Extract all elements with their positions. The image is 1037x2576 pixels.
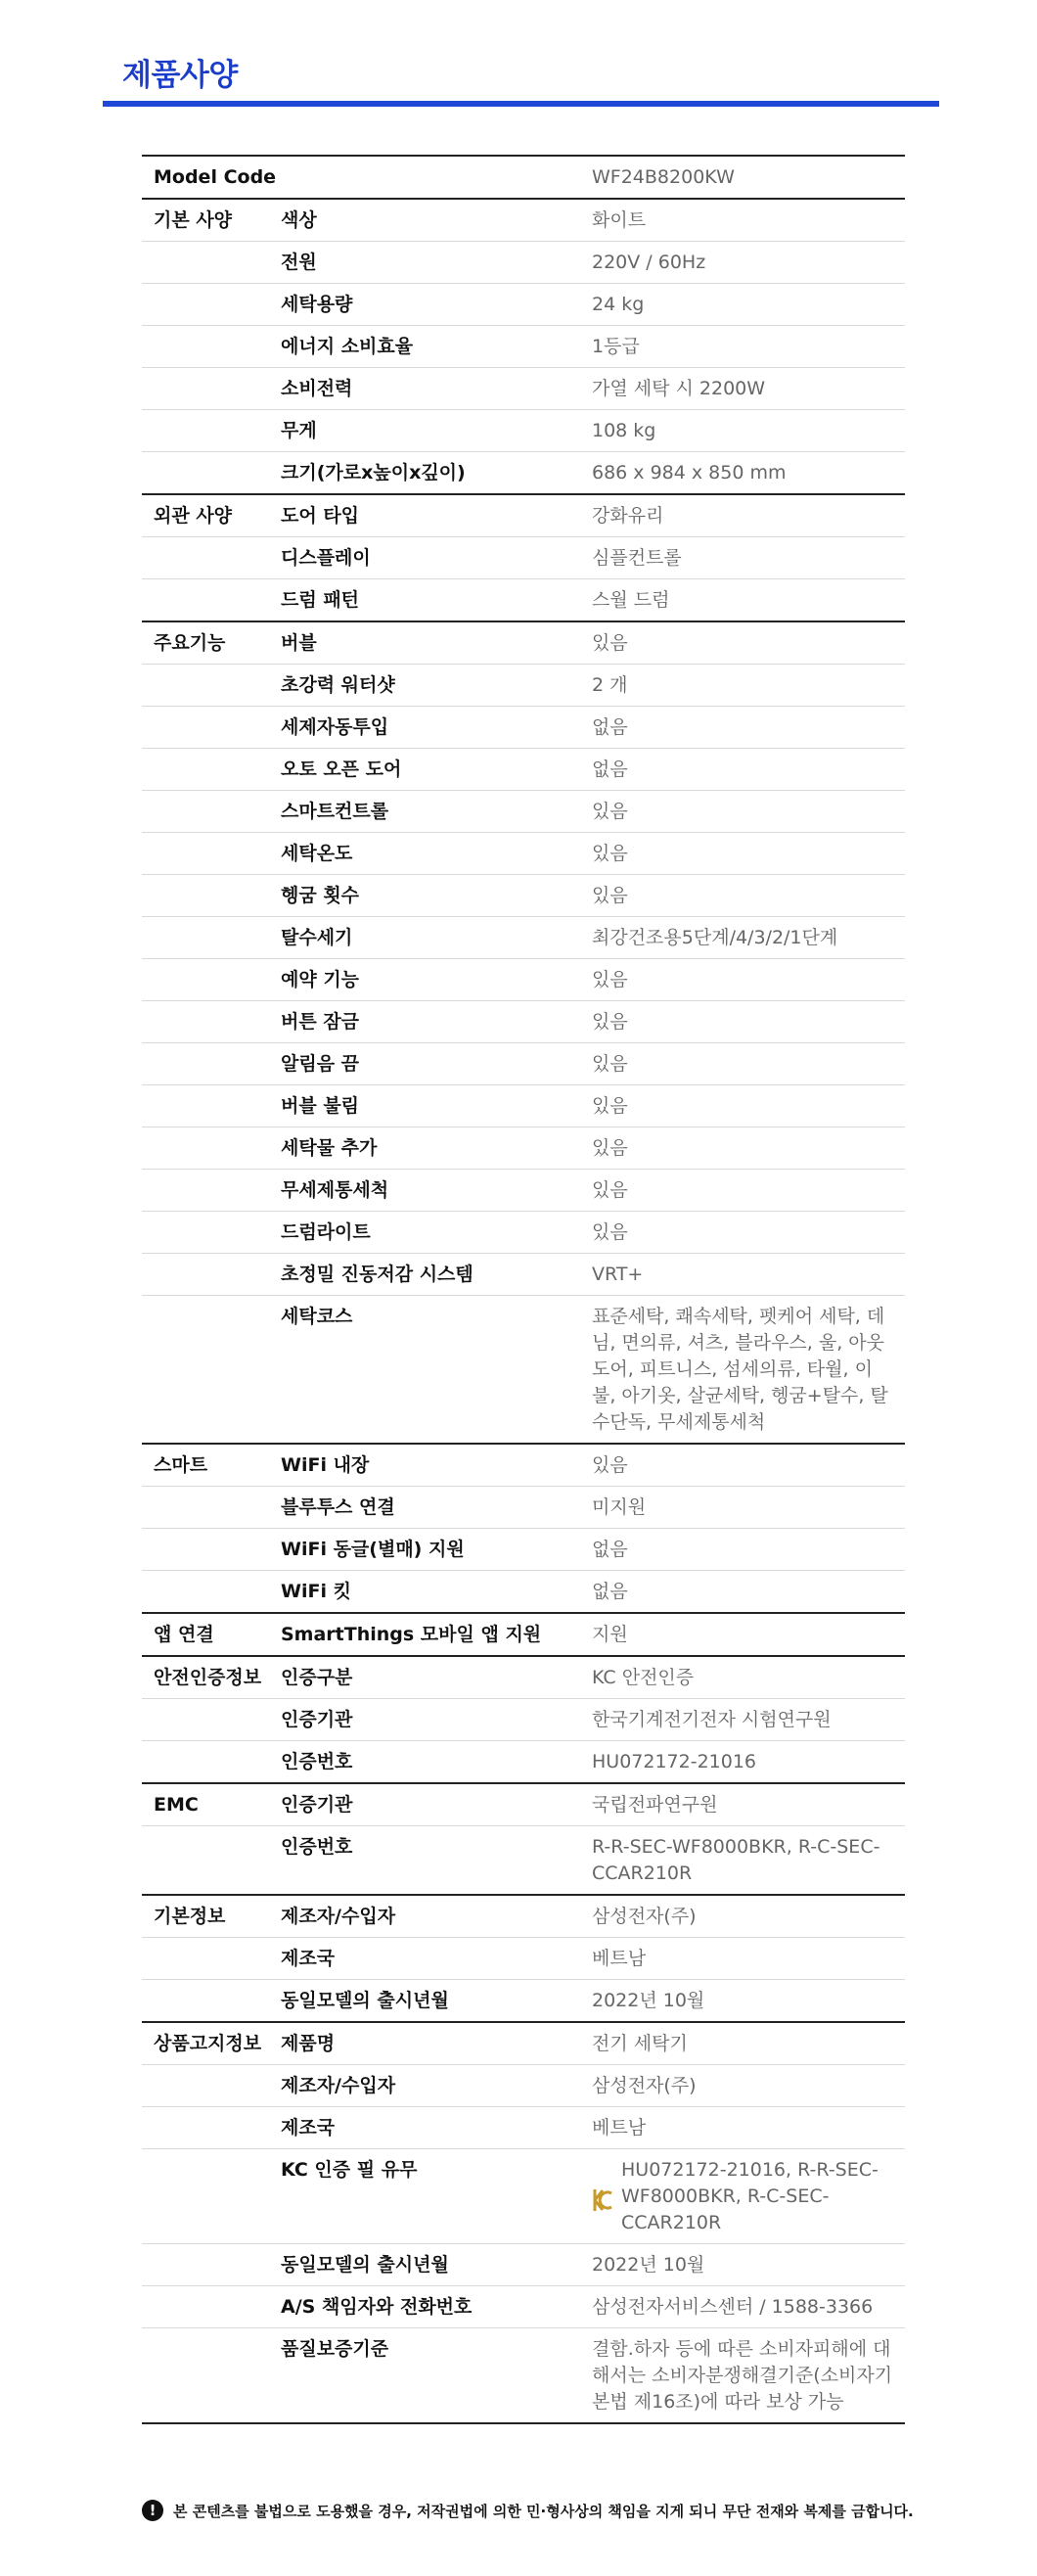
spec-row bbox=[142, 537, 905, 579]
spec-category bbox=[142, 2065, 279, 2107]
spec-label: 인증번호 bbox=[279, 1741, 592, 1784]
spec-row bbox=[142, 2022, 905, 2065]
spec-category bbox=[142, 2286, 279, 2328]
spec-category bbox=[142, 1001, 279, 1043]
spec-row bbox=[142, 1487, 905, 1529]
spec-label: WiFi 킷 bbox=[279, 1571, 592, 1614]
spec-value: 미지원 bbox=[592, 1487, 905, 1529]
spec-category: 외관 사양 bbox=[142, 494, 279, 537]
spec-label: 제조자/수입자 bbox=[279, 2065, 592, 2107]
spec-label: 크기(가로x높이x깊이) bbox=[279, 452, 592, 495]
spec-label: WiFi 내장 bbox=[279, 1444, 592, 1487]
spec-row bbox=[142, 1783, 905, 1826]
spec-category: Model Code bbox=[142, 156, 592, 199]
spec-label: 인증번호 bbox=[279, 1826, 592, 1896]
spec-category bbox=[142, 959, 279, 1001]
spec-label: 초정밀 진동저감 시스템 bbox=[279, 1254, 592, 1296]
spec-row bbox=[142, 2149, 905, 2244]
spec-label: 인증기관 bbox=[279, 1699, 592, 1741]
spec-value: 표준세탁, 쾌속세탁, 펫케어 세탁, 데님, 면의류, 셔츠, 블라우스, 울, 아웃도어, 피트니스, 섬세의류, 타월, 이불, 아기옷, 살균세탁, 헹굼+탈수, 탈수단독, 무세제통세척 bbox=[592, 1296, 905, 1445]
spec-value: 있음 bbox=[592, 959, 905, 1001]
spec-label: 무세제통세척 bbox=[279, 1170, 592, 1212]
spec-row bbox=[142, 1254, 905, 1296]
spec-category bbox=[142, 579, 279, 622]
spec-row bbox=[142, 1444, 905, 1487]
spec-value: 있음 bbox=[592, 875, 905, 917]
spec-row bbox=[142, 1296, 905, 1445]
spec-category bbox=[142, 1254, 279, 1296]
spec-label: 제조국 bbox=[279, 1938, 592, 1980]
spec-label: 세탁물 추가 bbox=[279, 1127, 592, 1170]
spec-table-body bbox=[142, 156, 905, 2423]
kc-value-wrap bbox=[592, 2157, 893, 2236]
spec-row bbox=[142, 579, 905, 622]
spec-category: 기본정보 bbox=[142, 1895, 279, 1938]
spec-label: 제품명 bbox=[279, 2022, 592, 2065]
spec-value: 있음 bbox=[592, 1043, 905, 1085]
spec-label: 알림음 끔 bbox=[279, 1043, 592, 1085]
spec-category: EMC bbox=[142, 1783, 279, 1826]
spec-row bbox=[142, 621, 905, 665]
spec-row bbox=[142, 494, 905, 537]
spec-value: 삼성전자서비스센터 / 1588-3366 bbox=[592, 2286, 905, 2328]
spec-label: 세탁온도 bbox=[279, 833, 592, 875]
spec-category bbox=[142, 537, 279, 579]
spec-value: 베트남 bbox=[592, 1938, 905, 1980]
spec-category bbox=[142, 452, 279, 495]
spec-label: 버블 bbox=[279, 621, 592, 665]
spec-value: 2 개 bbox=[592, 665, 905, 707]
spec-category bbox=[142, 1127, 279, 1170]
spec-value: 1등급 bbox=[592, 326, 905, 368]
notice-text: 본 콘텐츠를 불법으로 도용했을 경우, 저작권법에 의한 민·형사상의 책임을 지게 되니 무단 전재와 복제를 금합니다. bbox=[173, 2502, 914, 2520]
spec-category bbox=[142, 1826, 279, 1896]
spec-row bbox=[142, 875, 905, 917]
spec-category bbox=[142, 242, 279, 284]
spec-row bbox=[142, 199, 905, 242]
spec-row bbox=[142, 917, 905, 959]
spec-value: 있음 bbox=[592, 1127, 905, 1170]
spec-label: 스마트컨트롤 bbox=[279, 791, 592, 833]
spec-category bbox=[142, 1170, 279, 1212]
spec-category: 스마트 bbox=[142, 1444, 279, 1487]
spec-category bbox=[142, 2244, 279, 2286]
spec-category bbox=[142, 410, 279, 452]
spec-value: 220V / 60Hz bbox=[592, 242, 905, 284]
spec-value: 최강건조용5단계/4/3/2/1단계 bbox=[592, 917, 905, 959]
spec-value: WF24B8200KW bbox=[592, 156, 905, 199]
spec-category bbox=[142, 1980, 279, 2023]
spec-category bbox=[142, 1296, 279, 1445]
spec-row bbox=[142, 833, 905, 875]
spec-category bbox=[142, 368, 279, 410]
spec-value: 전기 세탁기 bbox=[592, 2022, 905, 2065]
spec-category bbox=[142, 665, 279, 707]
spec-table bbox=[142, 155, 905, 2424]
spec-value: 있음 bbox=[592, 1170, 905, 1212]
spec-label: 동일모델의 출시년월 bbox=[279, 1980, 592, 2023]
spec-value: 강화유리 bbox=[592, 494, 905, 537]
spec-label: 무게 bbox=[279, 410, 592, 452]
spec-category: 상품고지정보 bbox=[142, 2022, 279, 2065]
spec-value: 2022년 10월 bbox=[592, 1980, 905, 2023]
spec-value bbox=[592, 2149, 905, 2244]
spec-value-text: HU072172-21016, R-R-SEC-WF8000BKR, R-C-SEC-CCAR210R bbox=[621, 2159, 879, 2233]
spec-label: 드럼라이트 bbox=[279, 1212, 592, 1254]
spec-row bbox=[142, 284, 905, 326]
spec-value: 삼성전자(주) bbox=[592, 2065, 905, 2107]
spec-category bbox=[142, 791, 279, 833]
spec-label: 제조자/수입자 bbox=[279, 1895, 592, 1938]
spec-value: 심플컨트롤 bbox=[592, 537, 905, 579]
spec-label: 에너지 소비효율 bbox=[279, 326, 592, 368]
spec-value: 있음 bbox=[592, 1444, 905, 1487]
spec-row bbox=[142, 1980, 905, 2023]
spec-row bbox=[142, 2107, 905, 2149]
exclamation-icon: ! bbox=[142, 2500, 163, 2521]
spec-label: 버블 불림 bbox=[279, 1085, 592, 1127]
spec-label: 도어 타입 bbox=[279, 494, 592, 537]
spec-row bbox=[142, 1895, 905, 1938]
spec-label: 초강력 워터샷 bbox=[279, 665, 592, 707]
page-title: 제품사양 bbox=[122, 58, 238, 93]
spec-value: 한국기계전기전자 시험연구원 bbox=[592, 1699, 905, 1741]
spec-value: 없음 bbox=[592, 1571, 905, 1614]
spec-label: 품질보증기준 bbox=[279, 2328, 592, 2424]
spec-row bbox=[142, 2286, 905, 2328]
spec-category bbox=[142, 1487, 279, 1529]
spec-label: KC 인증 필 유무 bbox=[279, 2149, 592, 2244]
spec-row bbox=[142, 749, 905, 791]
spec-category bbox=[142, 1085, 279, 1127]
spec-category bbox=[142, 2107, 279, 2149]
spec-value: 없음 bbox=[592, 707, 905, 749]
spec-row bbox=[142, 1001, 905, 1043]
spec-row bbox=[142, 2065, 905, 2107]
spec-row bbox=[142, 665, 905, 707]
spec-category bbox=[142, 326, 279, 368]
spec-row bbox=[142, 410, 905, 452]
spec-category bbox=[142, 833, 279, 875]
spec-value: 가열 세탁 시 2200W bbox=[592, 368, 905, 410]
spec-row bbox=[142, 707, 905, 749]
spec-label: 오토 오픈 도어 bbox=[279, 749, 592, 791]
spec-row bbox=[142, 791, 905, 833]
spec-label: WiFi 동글(별매) 지원 bbox=[279, 1529, 592, 1571]
spec-category: 안전인증정보 bbox=[142, 1656, 279, 1699]
spec-row bbox=[142, 368, 905, 410]
spec-row bbox=[142, 1826, 905, 1896]
spec-row bbox=[142, 1043, 905, 1085]
spec-category: 앱 연결 bbox=[142, 1613, 279, 1656]
spec-row bbox=[142, 1127, 905, 1170]
spec-value: 베트남 bbox=[592, 2107, 905, 2149]
spec-row bbox=[142, 1529, 905, 1571]
spec-label: 세탁용량 bbox=[279, 284, 592, 326]
spec-label: 인증구분 bbox=[279, 1656, 592, 1699]
spec-category: 기본 사양 bbox=[142, 199, 279, 242]
spec-category bbox=[142, 875, 279, 917]
spec-row bbox=[142, 452, 905, 495]
spec-category bbox=[142, 1529, 279, 1571]
spec-value: 없음 bbox=[592, 749, 905, 791]
spec-row bbox=[142, 1212, 905, 1254]
spec-label: 버튼 잠금 bbox=[279, 1001, 592, 1043]
spec-category bbox=[142, 1699, 279, 1741]
spec-category bbox=[142, 1741, 279, 1784]
spec-value: HU072172-21016 bbox=[592, 1741, 905, 1784]
spec-value: 지원 bbox=[592, 1613, 905, 1656]
spec-row bbox=[142, 156, 905, 199]
spec-value: 24 kg bbox=[592, 284, 905, 326]
spec-label: 색상 bbox=[279, 199, 592, 242]
spec-value: 있음 bbox=[592, 791, 905, 833]
spec-row bbox=[142, 1699, 905, 1741]
spec-row bbox=[142, 1741, 905, 1784]
spec-value: 화이트 bbox=[592, 199, 905, 242]
kc-mark-icon bbox=[592, 2186, 613, 2214]
spec-value: 686 x 984 x 850 mm bbox=[592, 452, 905, 495]
spec-label: 드럼 패턴 bbox=[279, 579, 592, 622]
spec-value: KC 안전인증 bbox=[592, 1656, 905, 1699]
spec-value: R-R-SEC-WF8000BKR, R-C-SEC-CCAR210R bbox=[592, 1826, 905, 1896]
spec-category bbox=[142, 917, 279, 959]
spec-category bbox=[142, 707, 279, 749]
spec-value: 국립전파연구원 bbox=[592, 1783, 905, 1826]
spec-row bbox=[142, 1613, 905, 1656]
spec-value: VRT+ bbox=[592, 1254, 905, 1296]
spec-label: 디스플레이 bbox=[279, 537, 592, 579]
spec-value: 있음 bbox=[592, 621, 905, 665]
spec-row bbox=[142, 1170, 905, 1212]
spec-category bbox=[142, 284, 279, 326]
spec-row bbox=[142, 2244, 905, 2286]
copyright-notice bbox=[142, 2500, 915, 2521]
spec-category bbox=[142, 1571, 279, 1614]
spec-label: 제조국 bbox=[279, 2107, 592, 2149]
spec-label: 블루투스 연결 bbox=[279, 1487, 592, 1529]
title-underline bbox=[103, 101, 939, 107]
spec-label: 전원 bbox=[279, 242, 592, 284]
spec-value: 2022년 10월 bbox=[592, 2244, 905, 2286]
spec-category bbox=[142, 2328, 279, 2424]
spec-row bbox=[142, 242, 905, 284]
spec-label: 세탁코스 bbox=[279, 1296, 592, 1445]
spec-label: 예약 기능 bbox=[279, 959, 592, 1001]
spec-value: 결함.하자 등에 따른 소비자피해에 대해서는 소비자분쟁해결기준(소비자기본법 제16조)에 따라 보상 가능 bbox=[592, 2328, 905, 2424]
spec-label: 세제자동투입 bbox=[279, 707, 592, 749]
spec-category: 주요기능 bbox=[142, 621, 279, 665]
spec-label: 헹굼 횟수 bbox=[279, 875, 592, 917]
spec-row bbox=[142, 1571, 905, 1614]
spec-row bbox=[142, 1085, 905, 1127]
spec-label: 소비전력 bbox=[279, 368, 592, 410]
spec-value: 있음 bbox=[592, 1001, 905, 1043]
spec-label: 동일모델의 출시년월 bbox=[279, 2244, 592, 2286]
spec-category bbox=[142, 1043, 279, 1085]
spec-row bbox=[142, 1938, 905, 1980]
spec-row bbox=[142, 959, 905, 1001]
spec-value: 삼성전자(주) bbox=[592, 1895, 905, 1938]
spec-label: 인증기관 bbox=[279, 1783, 592, 1826]
spec-row bbox=[142, 1656, 905, 1699]
spec-value: 없음 bbox=[592, 1529, 905, 1571]
spec-category bbox=[142, 1938, 279, 1980]
spec-label: A/S 책임자와 전화번호 bbox=[279, 2286, 592, 2328]
spec-value: 있음 bbox=[592, 833, 905, 875]
spec-row bbox=[142, 326, 905, 368]
spec-value: 스월 드럼 bbox=[592, 579, 905, 622]
spec-value: 108 kg bbox=[592, 410, 905, 452]
spec-category bbox=[142, 1212, 279, 1254]
spec-value: 있음 bbox=[592, 1085, 905, 1127]
spec-label: SmartThings 모바일 앱 지원 bbox=[279, 1613, 592, 1656]
page-header bbox=[103, 54, 939, 107]
spec-value: 있음 bbox=[592, 1212, 905, 1254]
spec-label: 탈수세기 bbox=[279, 917, 592, 959]
spec-category bbox=[142, 2149, 279, 2244]
spec-category bbox=[142, 749, 279, 791]
spec-row bbox=[142, 2328, 905, 2424]
